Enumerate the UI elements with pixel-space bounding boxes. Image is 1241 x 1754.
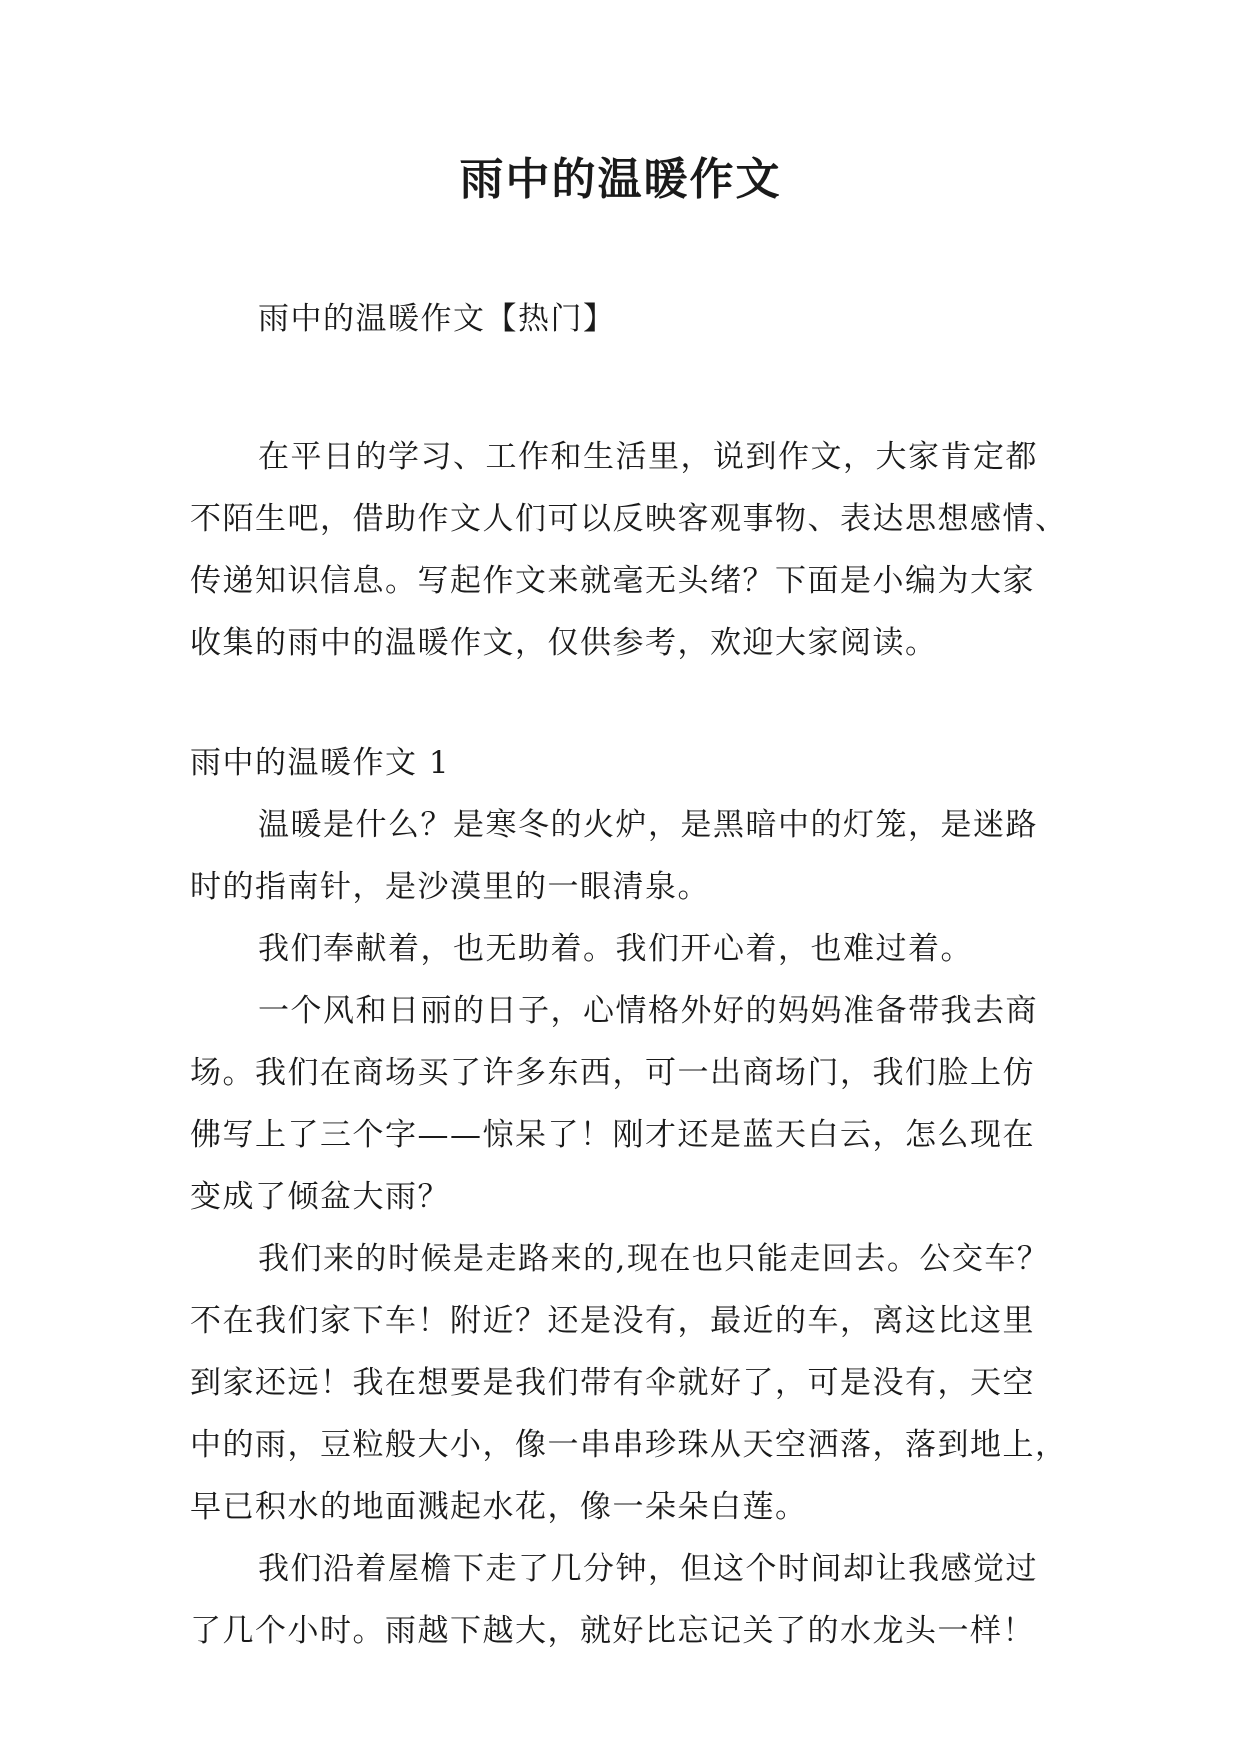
document-body: [190, 288, 1068, 1662]
spacer: [190, 350, 1055, 426]
text-line: 在平日的学习、工作和生活里，说到作文，大家肯定都: [258, 439, 1038, 475]
subtitle: 雨中的温暖作文【热门】: [258, 301, 616, 337]
text-line: 佛写上了三个字——惊呆了！刚才还是蓝天白云，怎么现在: [190, 1117, 1035, 1153]
text-line: 收集的雨中的温暖作文，仅供参考，欢迎大家阅读。: [190, 625, 938, 661]
text-line: 不在我们家下车！附近？还是没有，最近的车，离这比这里: [190, 1303, 1035, 1339]
text-line: 我们沿着屋檐下走了几分钟，但这个时间却让我感觉过: [258, 1551, 1038, 1587]
text-line: 我们奉献着，也无助着。我们开心着，也难过着。: [258, 931, 973, 967]
text-line: 早已积水的地面溅起水花，像一朵朵白莲。: [190, 1489, 808, 1525]
text-line: 时的指南针，是沙漠里的一眼清泉。: [190, 869, 710, 905]
text-line: 了几个小时。雨越下越大，就好比忘记关了的水龙头一样！: [190, 1613, 1035, 1649]
text-line: 到家还远！我在想要是我们带有伞就好了，可是没有，天空: [190, 1365, 1035, 1401]
paragraph: [190, 794, 1055, 918]
section-heading: 雨中的温暖作文 1: [190, 745, 451, 781]
spacer: [190, 674, 1055, 732]
text-line: 不陌生吧，借助作文人们可以反映客观事物、表达思想感情、: [190, 501, 1068, 537]
intro-paragraph: [190, 426, 1068, 674]
text-line: 变成了倾盆大雨？: [190, 1179, 450, 1215]
text-line: 温暖是什么？是寒冬的火炉，是黑暗中的灯笼，是迷路: [258, 807, 1038, 843]
paragraph: [190, 980, 1055, 1228]
paragraph: [190, 918, 1055, 980]
text-line: 我们来的时候是走路来的,现在也只能走回去。公交车？: [258, 1241, 1050, 1277]
text-line: 一个风和日丽的日子，心情格外好的妈妈准备带我去商: [258, 993, 1038, 1029]
text-line: 中的雨，豆粒般大小，像一串串珍珠从天空洒落，落到地上，: [190, 1427, 1068, 1463]
paragraph: [190, 1538, 1055, 1662]
paragraph: [190, 1228, 1068, 1538]
text-line: 传递知识信息。写起作文来就毫无头绪？下面是小编为大家: [190, 563, 1035, 599]
text-line: 场。我们在商场买了许多东西，可一出商场门，我们脸上仿: [190, 1055, 1035, 1091]
page-title: 雨中的温暖作文: [459, 154, 782, 205]
